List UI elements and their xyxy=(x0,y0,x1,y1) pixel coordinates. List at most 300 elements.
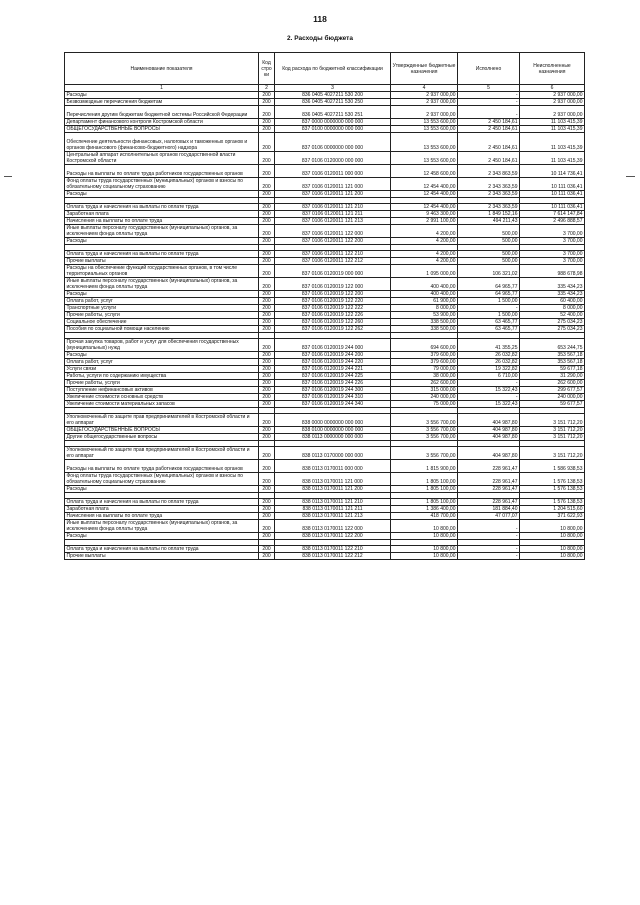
row-classification-code: 838 0100 0000000 000 000 xyxy=(275,427,391,434)
row-executed: 1 500,00 xyxy=(458,298,520,305)
row-classification-code: 837 0106 0120019 244 200 xyxy=(275,352,391,359)
row-name: Оплата труда и начисления на выплаты по оплате труда xyxy=(65,204,259,211)
row-name: Расходы xyxy=(65,92,259,99)
table-row xyxy=(65,352,585,359)
row-executed: - xyxy=(458,92,520,99)
row-line-code: 200 xyxy=(259,126,275,133)
row-line-code: 200 xyxy=(259,251,275,258)
table-row xyxy=(65,165,585,178)
table-row xyxy=(65,326,585,333)
row-line-code: 200 xyxy=(259,473,275,486)
row-remaining: 3 700,00 xyxy=(520,251,585,258)
row-name: Центральный аппарат исполнительных органов государственной власти Костромской области xyxy=(65,152,259,165)
row-name: Перечисления другим бюджетам бюджетной системы Российской Федерации xyxy=(65,106,259,119)
row-name: Поступление нефинансовых активов xyxy=(65,387,259,394)
row-classification-code: 837 0106 0120019 244 300 xyxy=(275,387,391,394)
table-row xyxy=(65,499,585,506)
row-executed: 2 343 863,59 xyxy=(458,165,520,178)
row-remaining: 353 567,18 xyxy=(520,352,585,359)
row-classification-code: 838 0000 0000000 000 000 xyxy=(275,414,391,427)
table-row xyxy=(65,251,585,258)
row-approved: 12 458 600,00 xyxy=(391,165,458,178)
row-name: Расходы xyxy=(65,533,259,540)
row-executed: 64 965,77 xyxy=(458,291,520,298)
table-row xyxy=(65,298,585,305)
row-line-code: 200 xyxy=(259,204,275,211)
table-row xyxy=(65,414,585,427)
row-approved: 61 900,00 xyxy=(391,298,458,305)
row-classification-code: 837 0106 0120019 244 340 xyxy=(275,401,391,408)
row-executed: 2 450 184,61 xyxy=(458,152,520,165)
row-line-code: 200 xyxy=(259,427,275,434)
row-name: Увеличение стоимости основных средств xyxy=(65,394,259,401)
row-approved: 1 095 000,00 xyxy=(391,265,458,278)
row-executed: 15 322,43 xyxy=(458,387,520,394)
row-executed: - xyxy=(458,533,520,540)
row-approved: 4 200,00 xyxy=(391,258,458,265)
row-classification-code: 837 0106 0120000 000 000 xyxy=(275,152,391,165)
header-classification-code: Код расхода по бюджетной классификации xyxy=(275,53,391,85)
column-numbers-row xyxy=(65,85,585,92)
row-approved: 4 200,00 xyxy=(391,251,458,258)
row-name: Оплата работ, услуг xyxy=(65,298,259,305)
row-line-code: 200 xyxy=(259,486,275,493)
row-approved: 2 937 000,00 xyxy=(391,99,458,106)
row-executed: 500,00 xyxy=(458,238,520,245)
table-row xyxy=(65,427,585,434)
table-row xyxy=(65,460,585,473)
row-executed: 2 450 184,61 xyxy=(458,119,520,126)
row-remaining: 11 103 415,39 xyxy=(520,152,585,165)
row-classification-code: 838 0113 0170011 121 210 xyxy=(275,499,391,506)
row-remaining: 52 400,00 xyxy=(520,312,585,319)
row-name: Прочие выплаты xyxy=(65,258,259,265)
row-line-code: 200 xyxy=(259,326,275,333)
row-classification-code: 837 0106 0120011 121 211 xyxy=(275,211,391,218)
row-remaining: 10 800,00 xyxy=(520,520,585,533)
row-approved: 3 556 700,00 xyxy=(391,447,458,460)
table-row xyxy=(65,204,585,211)
table-row xyxy=(65,366,585,373)
row-remaining: 2 496 888,57 xyxy=(520,218,585,225)
row-executed: 26 032,82 xyxy=(458,352,520,359)
row-name: Оплата труда и начисления на выплаты по оплате труда xyxy=(65,499,259,506)
row-name: Социальное обеспечение xyxy=(65,319,259,326)
table-row xyxy=(65,238,585,245)
row-name: Расходы на обеспечение функций государственных органов, в том числе территориальных органов xyxy=(65,265,259,278)
row-remaining: 3 151 712,20 xyxy=(520,427,585,434)
row-executed: 15 322,43 xyxy=(458,401,520,408)
row-approved: 315 000,00 xyxy=(391,387,458,394)
row-remaining: 10 800,00 xyxy=(520,533,585,540)
row-name: Другие общегосударственные вопросы xyxy=(65,434,259,441)
row-approved: 400 400,00 xyxy=(391,278,458,291)
table-row xyxy=(65,387,585,394)
row-remaining: 59 677,18 xyxy=(520,366,585,373)
row-approved: 338 500,00 xyxy=(391,319,458,326)
row-classification-code: 837 0106 0120011 000 000 xyxy=(275,165,391,178)
row-name: Заработная плата xyxy=(65,506,259,513)
row-remaining: 262 600,00 xyxy=(520,380,585,387)
row-approved: 262 600,00 xyxy=(391,380,458,387)
table-row xyxy=(65,520,585,533)
row-executed: - xyxy=(458,99,520,106)
row-approved: 400 400,00 xyxy=(391,291,458,298)
row-approved: 79 000,00 xyxy=(391,366,458,373)
row-classification-code: 837 0106 0120011 121 210 xyxy=(275,204,391,211)
row-classification-code: 837 0106 0120011 121 200 xyxy=(275,191,391,198)
table-row xyxy=(65,553,585,560)
row-approved: 2 991 100,00 xyxy=(391,218,458,225)
row-name: Прочие работы, услуги xyxy=(65,312,259,319)
row-executed: 63 465,77 xyxy=(458,319,520,326)
row-approved: 38 000,00 xyxy=(391,373,458,380)
row-classification-code: 836 0405 4027211 530 250 xyxy=(275,99,391,106)
row-classification-code: 838 0113 0170011 000 000 xyxy=(275,460,391,473)
row-name: Расходы xyxy=(65,352,259,359)
row-line-code: 200 xyxy=(259,394,275,401)
table-row xyxy=(65,191,585,198)
row-remaining: 59 677,57 xyxy=(520,401,585,408)
row-remaining: 335 434,23 xyxy=(520,278,585,291)
row-line-code: 200 xyxy=(259,434,275,441)
row-remaining: 2 937 000,00 xyxy=(520,99,585,106)
row-classification-code: 838 0113 0170011 121 213 xyxy=(275,513,391,520)
row-executed: 106 321,02 xyxy=(458,265,520,278)
row-approved: 418 700,00 xyxy=(391,513,458,520)
row-approved: 10 800,00 xyxy=(391,553,458,560)
row-line-code: 200 xyxy=(259,312,275,319)
table-row xyxy=(65,278,585,291)
row-executed: 2 343 363,59 xyxy=(458,204,520,211)
row-name: Расходы xyxy=(65,486,259,493)
row-name: Оплата труда и начисления на выплаты по оплате труда xyxy=(65,546,259,553)
table-row xyxy=(65,258,585,265)
row-executed: 47 077,07 xyxy=(458,513,520,520)
row-name: Расходы на выплаты по оплате труда работников государственных органов xyxy=(65,460,259,473)
table-row xyxy=(65,225,585,238)
row-remaining: 3 700,00 xyxy=(520,225,585,238)
row-name: Работы, услуги по содержанию имущества xyxy=(65,373,259,380)
row-remaining: 31 290,00 xyxy=(520,373,585,380)
table-row xyxy=(65,99,585,106)
row-classification-code: 837 0000 0000000 000 000 xyxy=(275,119,391,126)
row-line-code: 200 xyxy=(259,218,275,225)
row-executed: 1 500,00 xyxy=(458,312,520,319)
row-classification-code: 838 0113 0170011 122 000 xyxy=(275,520,391,533)
row-line-code: 200 xyxy=(259,373,275,380)
row-executed: 404 987,80 xyxy=(458,414,520,427)
row-remaining: 3 700,00 xyxy=(520,238,585,245)
row-executed: 228 961,47 xyxy=(458,460,520,473)
row-executed: 6 710,00 xyxy=(458,373,520,380)
margin-mark-left xyxy=(4,176,12,177)
row-line-code: 200 xyxy=(259,366,275,373)
row-approved: 1 386 400,00 xyxy=(391,506,458,513)
header-line-code: Код строки xyxy=(259,53,275,85)
row-approved: 2 937 000,00 xyxy=(391,92,458,99)
row-approved: 13 553 600,00 xyxy=(391,126,458,133)
column-number: 2 xyxy=(259,85,275,92)
margin-mark-right xyxy=(626,176,635,177)
row-line-code: 200 xyxy=(259,546,275,553)
row-name: Расходы на выплаты по оплате труда работников государственных органов xyxy=(65,165,259,178)
column-number: 6 xyxy=(520,85,585,92)
row-approved: 1 805 100,00 xyxy=(391,473,458,486)
column-number: 4 xyxy=(391,85,458,92)
row-line-code: 200 xyxy=(259,319,275,326)
row-approved: 3 556 700,00 xyxy=(391,414,458,427)
row-remaining: 1 576 138,53 xyxy=(520,473,585,486)
row-line-code: 200 xyxy=(259,291,275,298)
row-name: Заработная плата xyxy=(65,211,259,218)
row-classification-code: 837 0106 0120019 122 222 xyxy=(275,305,391,312)
row-classification-code: 836 0405 4027211 530 251 xyxy=(275,106,391,119)
row-remaining: 10 111 036,41 xyxy=(520,191,585,198)
row-approved: 1 805 100,00 xyxy=(391,486,458,493)
expenditure-table xyxy=(64,52,585,560)
row-approved: 1 815 900,00 xyxy=(391,460,458,473)
row-classification-code: 838 0113 0000000 000 000 xyxy=(275,434,391,441)
row-executed: 2 450 184,61 xyxy=(458,126,520,133)
table-header xyxy=(65,53,585,85)
row-approved: 240 000,00 xyxy=(391,394,458,401)
row-approved: 13 553 600,00 xyxy=(391,152,458,165)
row-name: Расходы xyxy=(65,291,259,298)
row-remaining: 10 800,00 xyxy=(520,553,585,560)
row-remaining: 10 111 036,41 xyxy=(520,204,585,211)
row-classification-code: 837 0106 0120019 122 262 xyxy=(275,326,391,333)
row-remaining: 275 034,23 xyxy=(520,319,585,326)
row-classification-code: 837 0106 0120019 122 000 xyxy=(275,278,391,291)
row-classification-code: 837 0106 0120019 244 310 xyxy=(275,394,391,401)
table-row xyxy=(65,119,585,126)
row-approved: 12 454 400,00 xyxy=(391,178,458,191)
table-row xyxy=(65,373,585,380)
row-remaining: 11 103 415,39 xyxy=(520,126,585,133)
table-row xyxy=(65,126,585,133)
row-executed: 2 343 363,59 xyxy=(458,191,520,198)
row-line-code: 200 xyxy=(259,152,275,165)
header-indicator-name: Наименование показателя xyxy=(65,53,259,85)
row-executed: 181 884,40 xyxy=(458,506,520,513)
row-approved: 10 800,00 xyxy=(391,520,458,533)
row-classification-code: 837 0106 0120019 244 000 xyxy=(275,339,391,352)
row-remaining: 335 434,23 xyxy=(520,291,585,298)
row-remaining: 11 103 415,39 xyxy=(520,119,585,126)
row-remaining: 10 800,00 xyxy=(520,546,585,553)
header-remaining: Неисполненные назначения xyxy=(520,53,585,85)
table-row xyxy=(65,359,585,366)
row-executed: 500,00 xyxy=(458,225,520,238)
table-row xyxy=(65,486,585,493)
row-classification-code: 837 0106 0120019 244 225 xyxy=(275,373,391,380)
table-row xyxy=(65,473,585,486)
row-approved: 379 600,00 xyxy=(391,359,458,366)
table-row xyxy=(65,211,585,218)
row-remaining: 1 576 138,53 xyxy=(520,499,585,506)
row-approved: 8 000,00 xyxy=(391,305,458,312)
row-remaining: 10 114 736,41 xyxy=(520,165,585,178)
row-line-code: 200 xyxy=(259,238,275,245)
row-line-code: 200 xyxy=(259,513,275,520)
row-remaining: 1 576 138,53 xyxy=(520,486,585,493)
row-name: Начисления на выплаты по оплате труда xyxy=(65,513,259,520)
row-name: Фонд оплаты труда государственных (муниципальных) органов и взносы по обязательному социальному страхованию xyxy=(65,178,259,191)
row-name: Услуги связи xyxy=(65,366,259,373)
row-approved: 13 553 600,00 xyxy=(391,119,458,126)
row-name: Оплата работ, услуг xyxy=(65,359,259,366)
row-approved: 2 937 000,00 xyxy=(391,106,458,119)
row-approved: 12 454 400,00 xyxy=(391,204,458,211)
row-remaining: 8 000,00 xyxy=(520,305,585,312)
row-line-code: 200 xyxy=(259,499,275,506)
row-approved: 379 600,00 xyxy=(391,352,458,359)
row-line-code: 200 xyxy=(259,278,275,291)
row-line-code: 200 xyxy=(259,414,275,427)
table-row xyxy=(65,394,585,401)
table-row xyxy=(65,546,585,553)
row-line-code: 200 xyxy=(259,106,275,119)
table-row xyxy=(65,401,585,408)
row-name: Расходы xyxy=(65,191,259,198)
table-row xyxy=(65,506,585,513)
column-number: 1 xyxy=(65,85,259,92)
row-classification-code: 837 0106 0120011 122 210 xyxy=(275,251,391,258)
row-approved: 53 900,00 xyxy=(391,312,458,319)
row-name: Уполномоченный по защите прав предпринимателей в Костромской области и его аппарат xyxy=(65,414,259,427)
row-remaining: 653 244,75 xyxy=(520,339,585,352)
row-classification-code: 837 0106 0120011 121 213 xyxy=(275,218,391,225)
row-classification-code: 838 0113 0170011 122 212 xyxy=(275,553,391,560)
table-row xyxy=(65,339,585,352)
row-approved: 1 805 100,00 xyxy=(391,499,458,506)
row-name: Фонд оплаты труда государственных (муниципальных) органов и взносы по обязательному социальному страхованию xyxy=(65,473,259,486)
row-executed: - xyxy=(458,380,520,387)
row-approved: 338 500,00 xyxy=(391,326,458,333)
row-executed: 64 965,77 xyxy=(458,278,520,291)
row-classification-code: 838 0113 0170011 121 211 xyxy=(275,506,391,513)
row-classification-code: 837 0106 0120019 244 220 xyxy=(275,359,391,366)
row-remaining: 275 034,23 xyxy=(520,326,585,333)
row-approved: 75 000,00 xyxy=(391,401,458,408)
row-line-code: 200 xyxy=(259,380,275,387)
row-remaining: 3 700,00 xyxy=(520,258,585,265)
column-number: 3 xyxy=(275,85,391,92)
row-approved: 9 463 300,00 xyxy=(391,211,458,218)
row-name: Безвозмездные перечисления бюджетам xyxy=(65,99,259,106)
row-approved: 12 454 400,00 xyxy=(391,191,458,198)
row-remaining: 1 586 938,53 xyxy=(520,460,585,473)
row-line-code: 200 xyxy=(259,265,275,278)
row-line-code: 200 xyxy=(259,305,275,312)
row-classification-code: 837 0106 0120011 122 000 xyxy=(275,225,391,238)
row-executed: 228 961,47 xyxy=(458,499,520,506)
row-classification-code: 837 0100 0000000 000 000 xyxy=(275,126,391,133)
table-row xyxy=(65,178,585,191)
table-row xyxy=(65,513,585,520)
row-executed: 26 032,82 xyxy=(458,359,520,366)
row-executed: 1 849 152,16 xyxy=(458,211,520,218)
row-executed: 404 987,80 xyxy=(458,447,520,460)
row-executed: 41 355,25 xyxy=(458,339,520,352)
row-executed: 228 961,47 xyxy=(458,473,520,486)
row-approved: 13 553 600,00 xyxy=(391,133,458,152)
row-remaining: 10 111 036,41 xyxy=(520,178,585,191)
table-row xyxy=(65,133,585,152)
row-executed: - xyxy=(458,106,520,119)
row-executed: 500,00 xyxy=(458,258,520,265)
row-remaining: 371 622,93 xyxy=(520,513,585,520)
row-line-code: 200 xyxy=(259,165,275,178)
row-executed: - xyxy=(458,394,520,401)
row-classification-code: 837 0106 0120019 122 220 xyxy=(275,298,391,305)
table-row xyxy=(65,291,585,298)
column-number: 5 xyxy=(458,85,520,92)
row-name: Иные выплаты персоналу государственных (муниципальных) органов, за исключением фонда оплаты труда xyxy=(65,520,259,533)
row-remaining: 240 000,00 xyxy=(520,394,585,401)
table-row xyxy=(65,218,585,225)
row-executed: 2 343 363,59 xyxy=(458,178,520,191)
row-line-code: 200 xyxy=(259,533,275,540)
row-line-code: 200 xyxy=(259,225,275,238)
row-executed: - xyxy=(458,520,520,533)
row-classification-code: 837 0106 0120019 122 200 xyxy=(275,291,391,298)
row-remaining: 1 204 515,60 xyxy=(520,506,585,513)
table-row xyxy=(65,305,585,312)
row-line-code: 200 xyxy=(259,352,275,359)
row-approved: 10 800,00 xyxy=(391,546,458,553)
row-name: Оплата труда и начисления на выплаты по оплате труда xyxy=(65,251,259,258)
row-classification-code: 837 0106 0120011 121 000 xyxy=(275,178,391,191)
table-row xyxy=(65,92,585,99)
row-approved: 694 600,00 xyxy=(391,339,458,352)
row-classification-code: 838 0113 0170011 121 200 xyxy=(275,486,391,493)
row-executed: 19 322,82 xyxy=(458,366,520,373)
row-remaining: 2 937 000,00 xyxy=(520,92,585,99)
row-line-code: 200 xyxy=(259,339,275,352)
page-number: 118 xyxy=(313,14,327,24)
row-approved: 4 200,00 xyxy=(391,238,458,245)
row-approved: 3 556 700,00 xyxy=(391,427,458,434)
row-classification-code: 837 0106 0120019 244 221 xyxy=(275,366,391,373)
row-classification-code: 836 0405 4027211 530 200 xyxy=(275,92,391,99)
row-name: Начисления на выплаты по оплате труда xyxy=(65,218,259,225)
row-executed: 228 961,47 xyxy=(458,486,520,493)
row-remaining: 60 400,00 xyxy=(520,298,585,305)
row-name: Пособия по социальной помощи населению xyxy=(65,326,259,333)
row-name: ОБЩЕГОСУДАРСТВЕННЫЕ ВОПРОСЫ xyxy=(65,126,259,133)
row-classification-code: 837 0106 0120019 244 226 xyxy=(275,380,391,387)
row-remaining: 7 614 147,84 xyxy=(520,211,585,218)
row-line-code: 200 xyxy=(259,99,275,106)
table-row xyxy=(65,533,585,540)
row-remaining: 3 151 712,20 xyxy=(520,447,585,460)
row-executed: 2 450 184,61 xyxy=(458,133,520,152)
row-name: Иные выплаты персоналу государственных (муниципальных) органов, за исключением фонда оплаты труда xyxy=(65,278,259,291)
table-row xyxy=(65,152,585,165)
table-row xyxy=(65,380,585,387)
row-classification-code: 837 0106 0120019 122 226 xyxy=(275,312,391,319)
row-approved: 3 556 700,00 xyxy=(391,434,458,441)
table-row xyxy=(65,447,585,460)
row-line-code: 200 xyxy=(259,298,275,305)
header-executed: Исполнено xyxy=(458,53,520,85)
row-classification-code: 838 0113 0170000 000 000 xyxy=(275,447,391,460)
header-approved: Утвержденные бюджетные назначения xyxy=(391,53,458,85)
row-line-code: 200 xyxy=(259,133,275,152)
row-line-code: 200 xyxy=(259,258,275,265)
